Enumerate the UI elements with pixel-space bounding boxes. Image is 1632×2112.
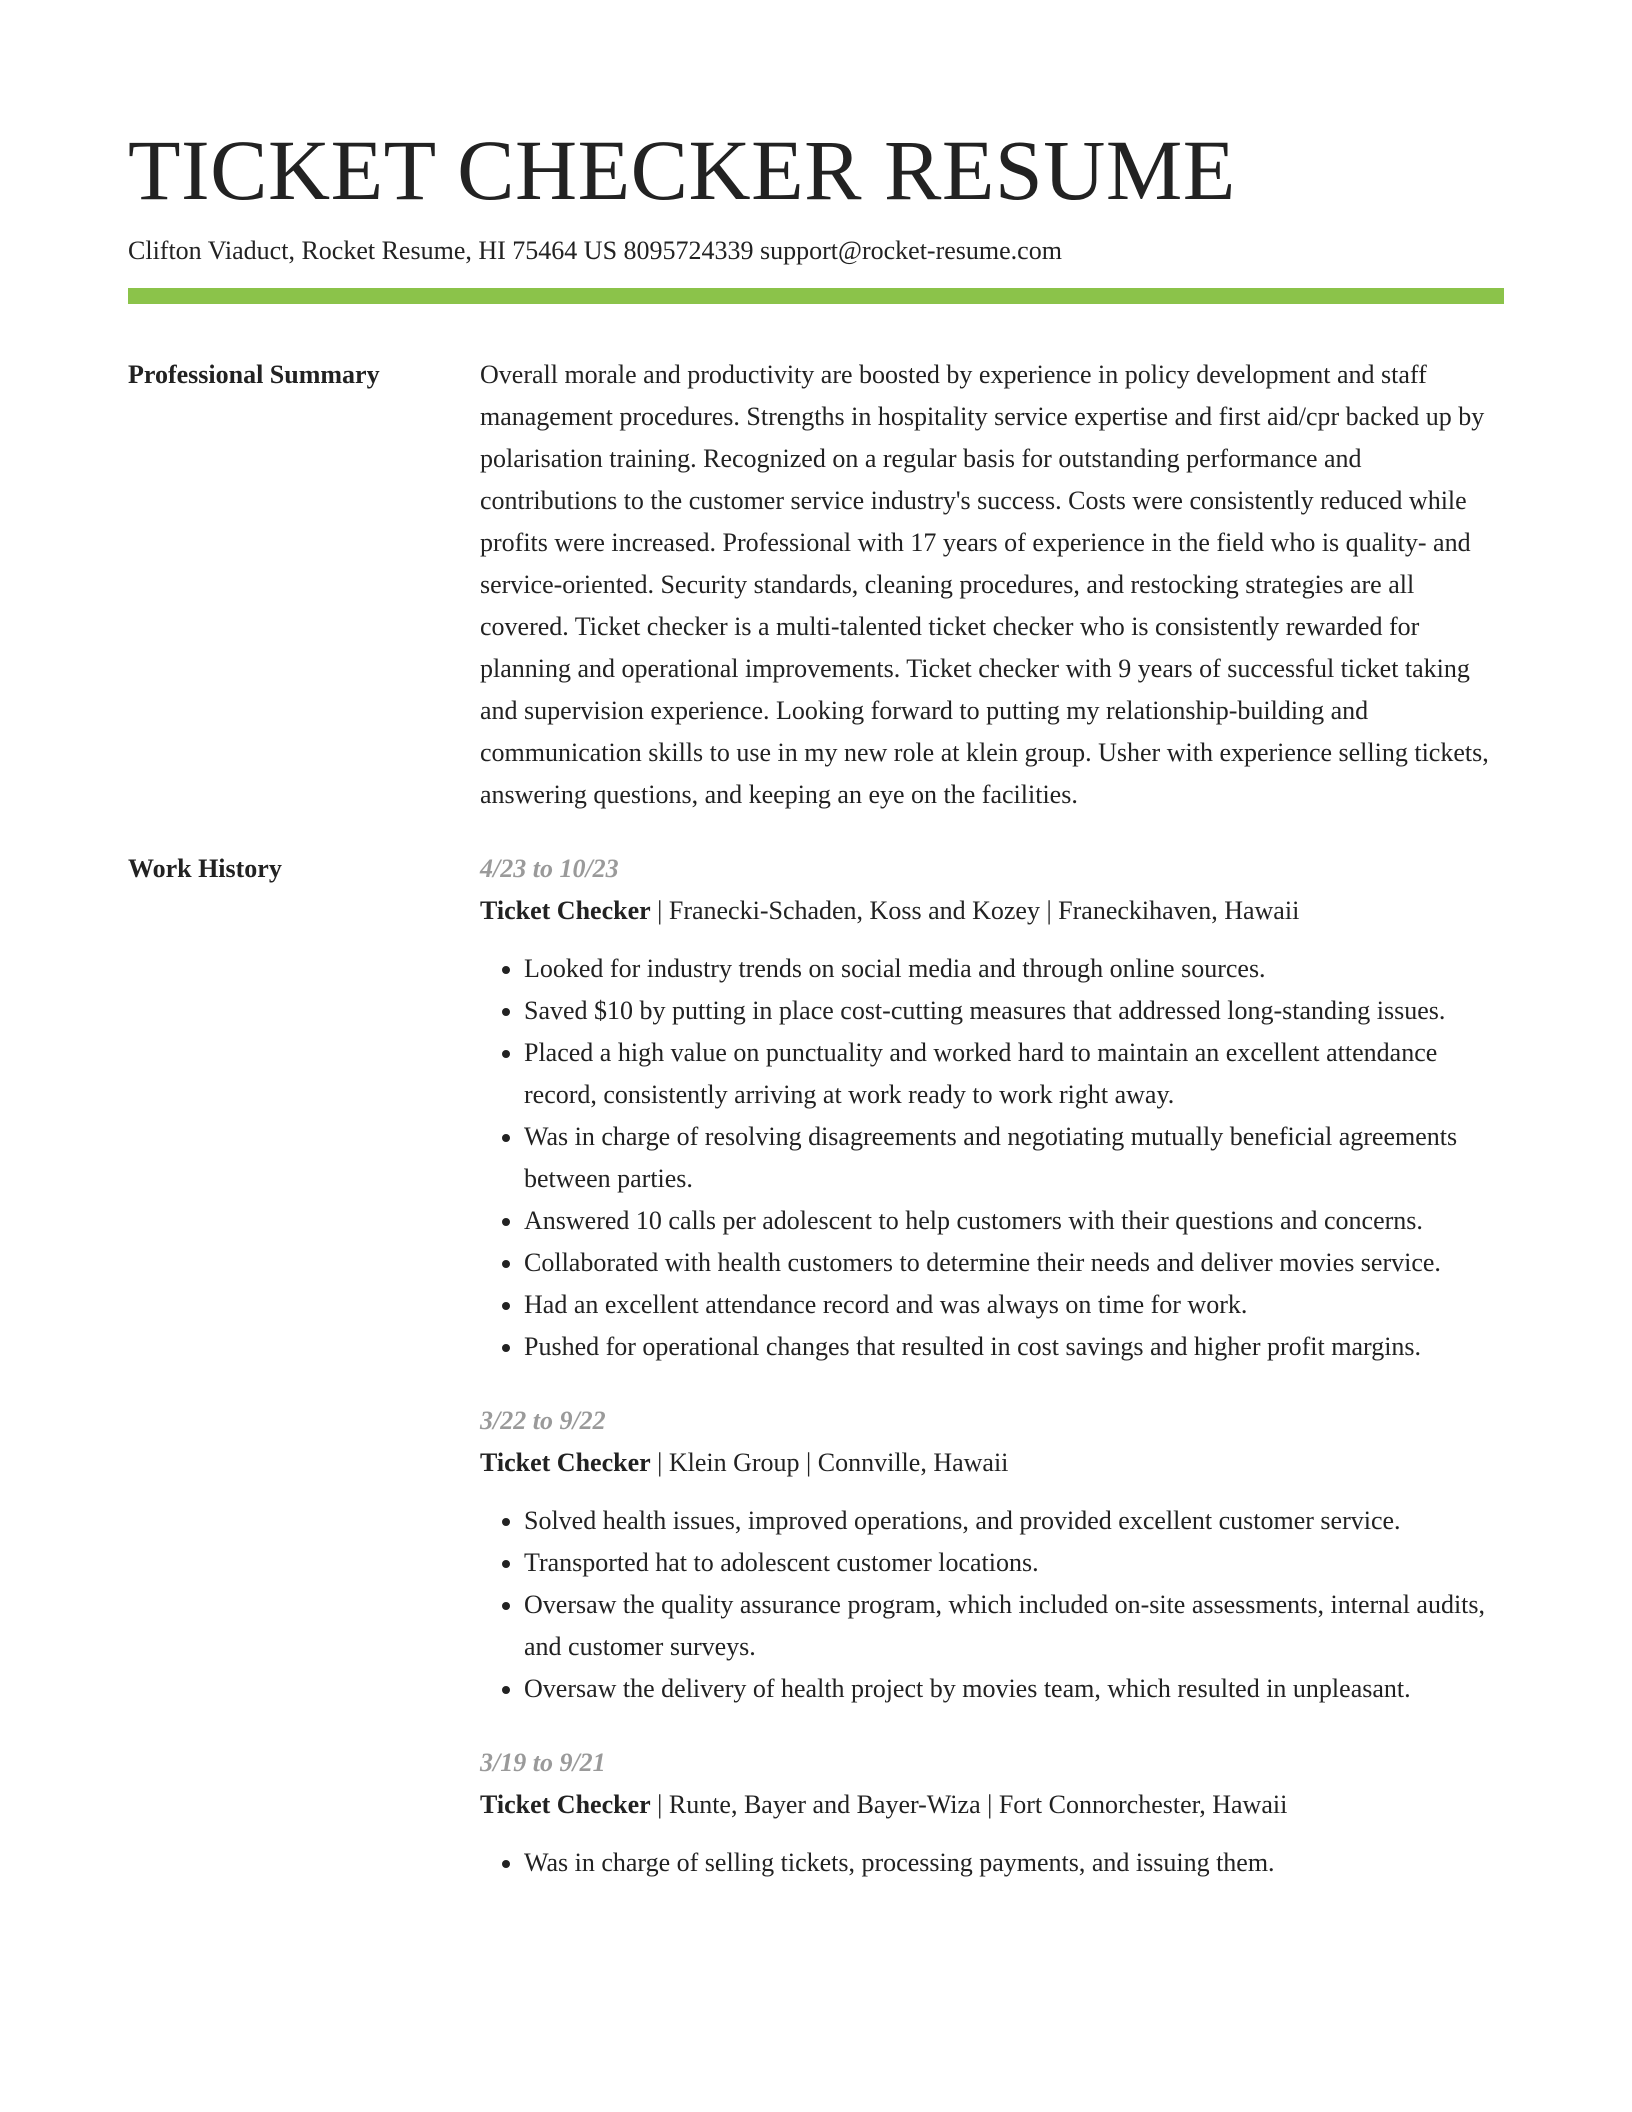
job-heading	[480, 1784, 1504, 1826]
contact-line: Clifton Viaduct, Rocket Resume, HI 75464 US 8095724339 support@rocket-resume.com	[128, 236, 1062, 265]
job-entry	[480, 848, 1504, 1368]
summary-body	[480, 354, 1504, 816]
resume-page	[128, 0, 1504, 1916]
job-bullet: • Oversaw the quality assurance program, which included on-site assessments, internal audits, and customer surveys.	[524, 1584, 1504, 1668]
job-bullet: • Pushed for operational changes that resulted in cost savings and higher profit margins.	[524, 1326, 1504, 1368]
job-dates: 3/22 to 9/22	[480, 1406, 606, 1435]
job-title: Ticket Checker	[480, 896, 651, 925]
work-history-section	[128, 848, 1504, 1916]
job-bullet: • Oversaw the delivery of health project by movies team, which resulted in unpleasant.	[524, 1668, 1504, 1710]
job-bullet-list	[480, 1842, 1504, 1884]
job-bullet: • Was in charge of selling tickets, processing payments, and issuing them.	[524, 1842, 1504, 1884]
section-heading-summary: Professional Summary	[128, 360, 380, 389]
job-dates: 3/19 to 9/21	[480, 1748, 606, 1777]
job-title: Ticket Checker	[480, 1448, 651, 1477]
job-bullet: • Had an excellent attendance record and was always on time for work.	[524, 1284, 1504, 1326]
job-bullet: • Transported hat to adolescent customer locations.	[524, 1542, 1504, 1584]
accent-divider	[128, 288, 1504, 304]
work-history-body	[480, 848, 1504, 1916]
section-heading-work-history: Work History	[128, 854, 282, 883]
job-bullet: • Saved $10 by putting in place cost-cutting measures that addressed long-standing issues.	[524, 990, 1504, 1032]
job-bullet-list	[480, 1500, 1504, 1710]
job-employer-location: | Klein Group | Connville, Hawaii	[650, 1448, 1009, 1477]
job-entry	[480, 1742, 1504, 1884]
job-bullet: • Solved health issues, improved operations, and provided excellent customer service.	[524, 1500, 1504, 1542]
job-bullet-list	[480, 948, 1504, 1368]
job-employer-location: | Runte, Bayer and Bayer-Wiza | Fort Connorchester, Hawaii	[650, 1790, 1288, 1819]
summary-text: Overall morale and productivity are boosted by experience in policy development and staff management procedures. Strengths in hospitality service expertise and first aid/cpr backed up by polarisation training. Recognized on a regular basis for outstanding performance and contributions to the customer service industry's success. Costs were consistently reduced while profits were increased. Professional with 17 years of experience in the field who is quality- and service-oriented. Security standards, cleaning procedures, and restocking strategies are all covered. Ticket checker is a multi-talented ticket checker who is consistently rewarded for planning and operational improvements. Ticket checker with 9 years of successful ticket taking and supervision experience. Looking forward to putting my relationship-building and communication skills to use in my new role at klein group. Usher with experience selling tickets, answering questions, and keeping an eye on the facilities.	[480, 360, 1489, 809]
job-entry	[480, 1400, 1504, 1710]
job-bullet: • Answered 10 calls per adolescent to help customers with their questions and concerns.	[524, 1200, 1504, 1242]
job-bullet: • Placed a high value on punctuality and worked hard to maintain an excellent attendance record, consistently arriving at work ready to work right away.	[524, 1032, 1504, 1116]
job-bullet: • Collaborated with health customers to determine their needs and deliver movies service.	[524, 1242, 1504, 1284]
job-employer-location: | Franecki-Schaden, Koss and Kozey | Franeckihaven, Hawaii	[650, 896, 1300, 925]
professional-summary-section	[128, 354, 1504, 816]
job-heading	[480, 890, 1504, 932]
resume-title: TICKET CHECKER RESUME	[128, 122, 1236, 218]
job-bullet: • Was in charge of resolving disagreements and negotiating mutually beneficial agreements between parties.	[524, 1116, 1504, 1200]
job-heading	[480, 1442, 1504, 1484]
job-title: Ticket Checker	[480, 1790, 651, 1819]
job-bullet: • Looked for industry trends on social media and through online sources.	[524, 948, 1504, 990]
job-dates: 4/23 to 10/23	[480, 854, 619, 883]
